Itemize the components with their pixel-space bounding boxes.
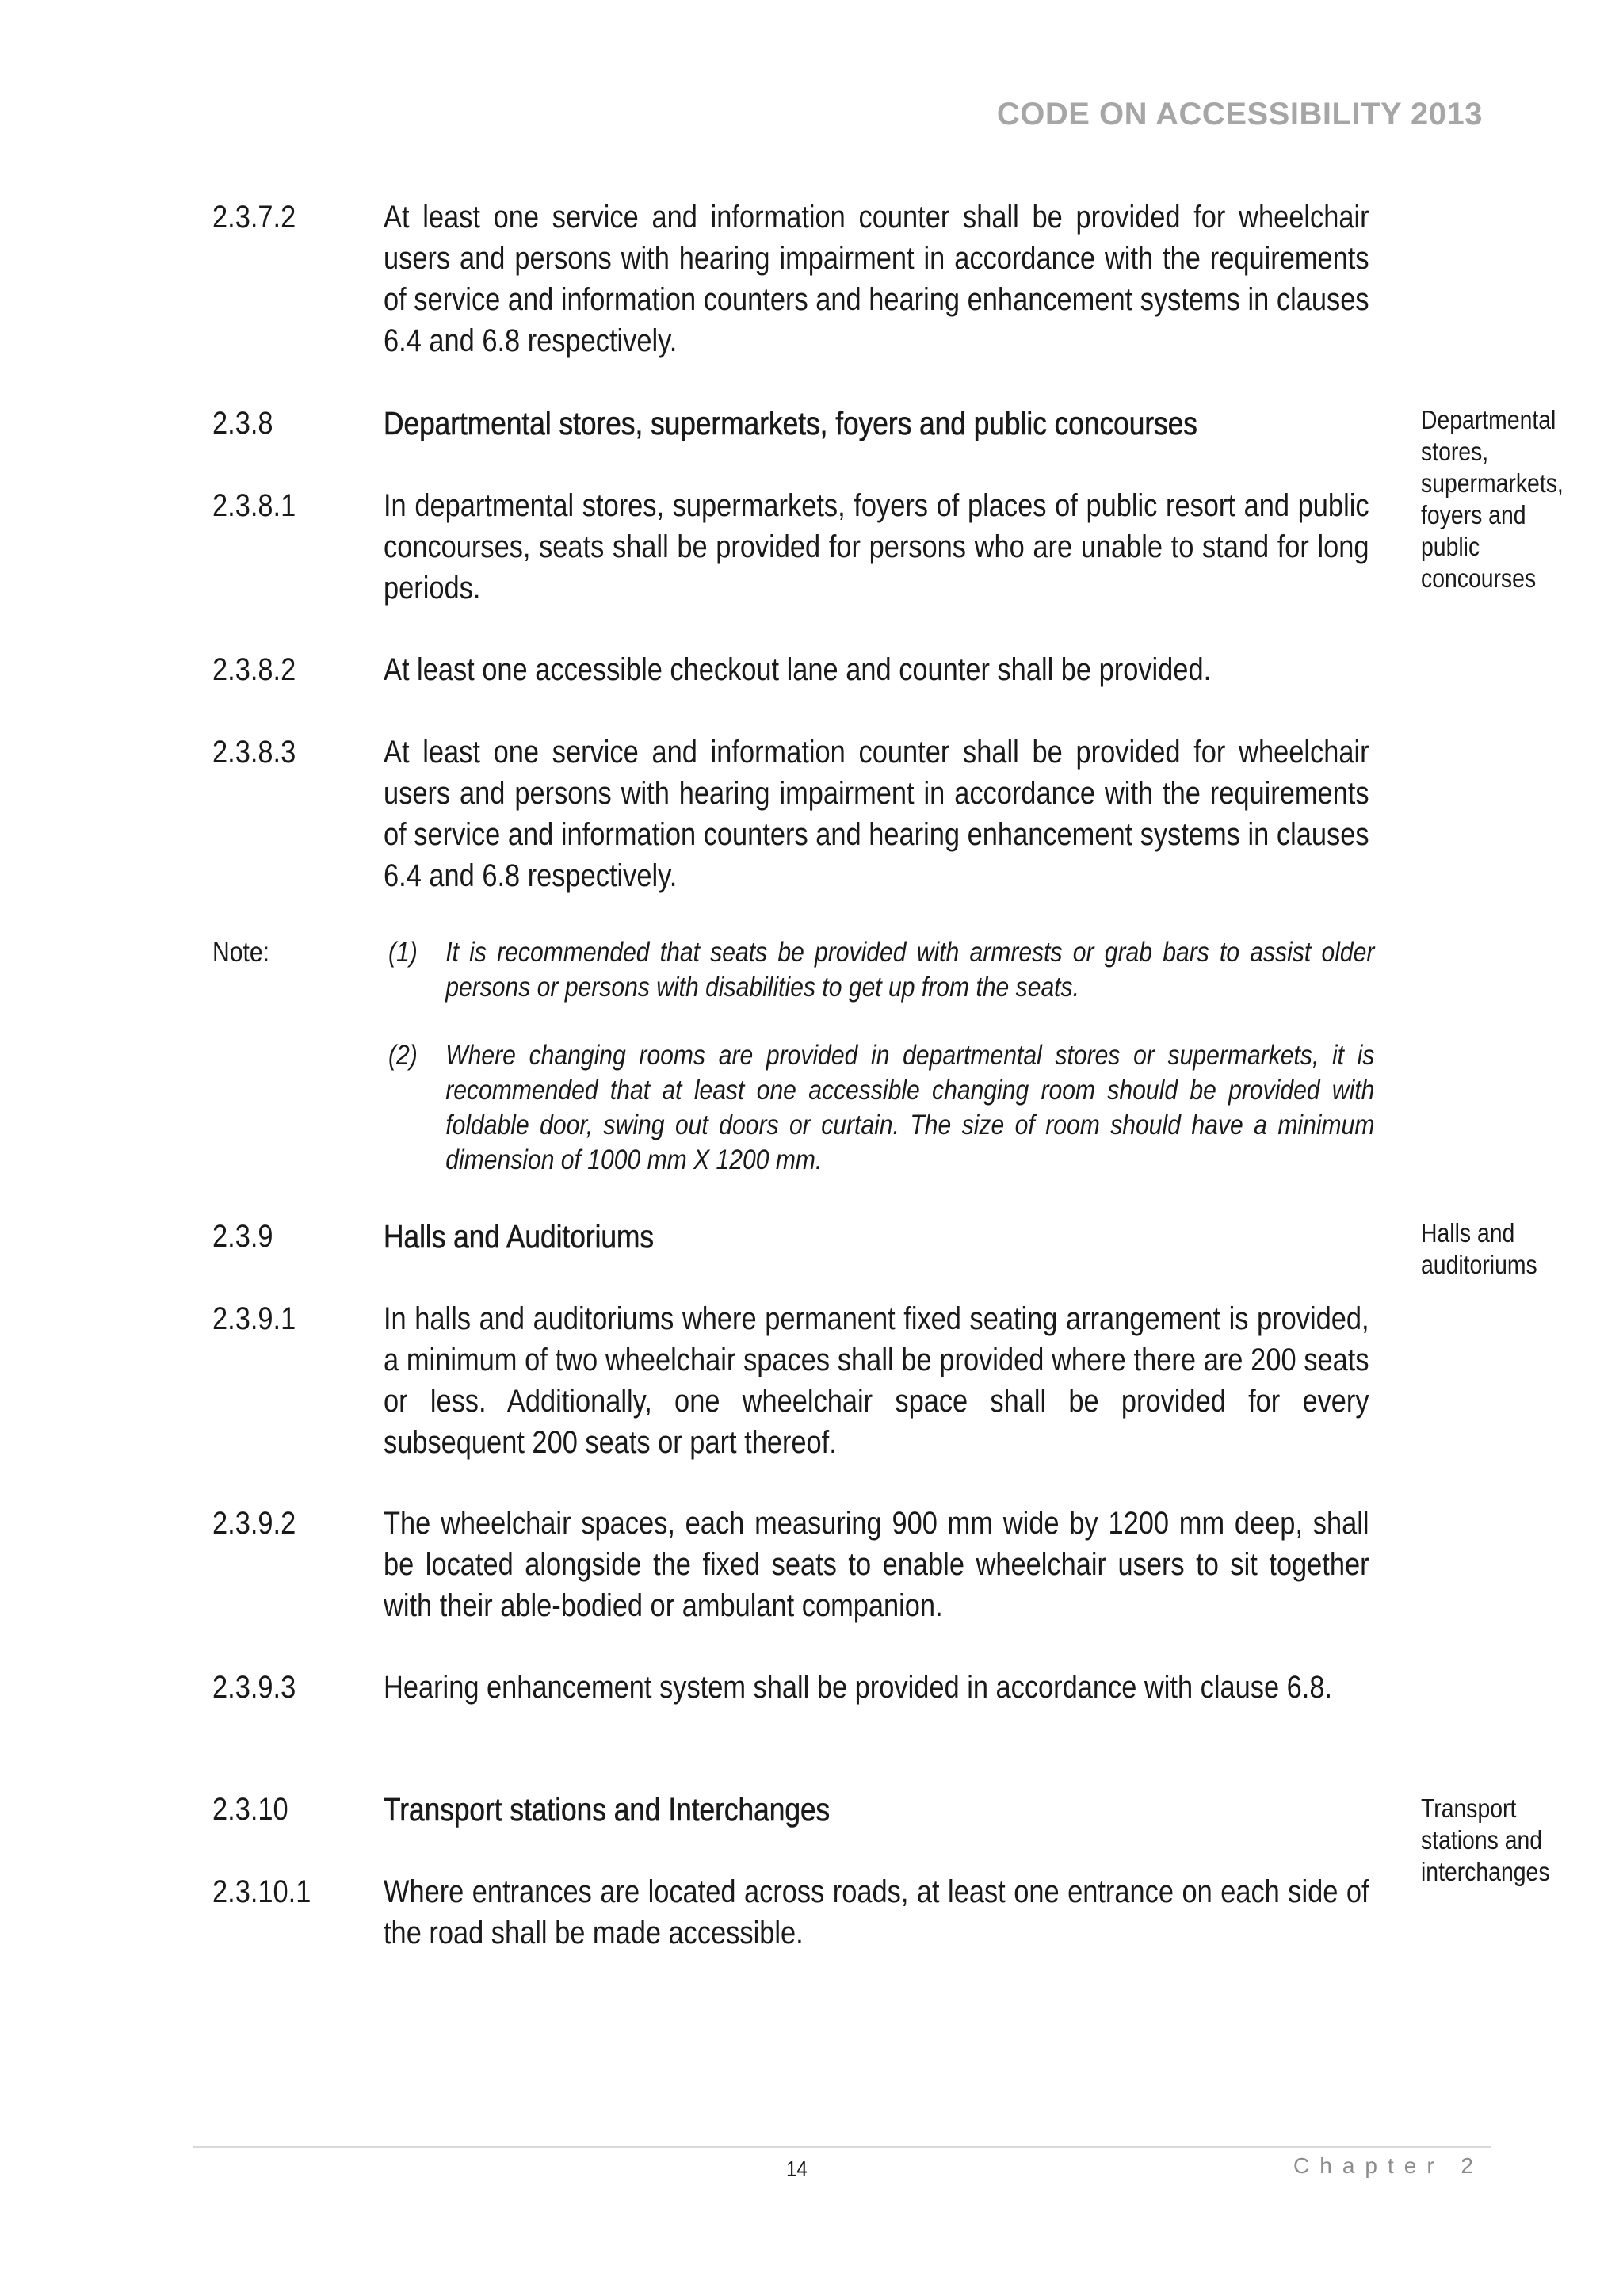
margin-note-line: public bbox=[1421, 532, 1480, 561]
margin-note-departmental bbox=[1421, 404, 1591, 594]
clause-text: At least one service and information counter shall be provided for wheelchair users and persons with hearing impairment in accordance with the requirements of service and information counters and hearing enhancement systems in clauses 6.4 and 6.8 respectively. bbox=[384, 200, 1369, 358]
clause-number: 2.3.9.2 bbox=[212, 1506, 296, 1541]
clause-number: 2.3.8.1 bbox=[212, 488, 296, 523]
clause-number: 2.3.7.2 bbox=[212, 200, 296, 235]
section-number: 2.3.9 bbox=[212, 1219, 273, 1254]
note-marker: (2) bbox=[388, 1040, 418, 1071]
clause-text: At least one service and information counter shall be provided for wheelchair users and persons with hearing impairment in accordance with the requirements of service and information counters and hearing enhancement systems in clauses 6.4 and 6.8 respectively. bbox=[384, 735, 1369, 893]
margin-note-line: Departmental bbox=[1421, 405, 1556, 434]
clause-text: Hearing enhancement system shall be provided in accordance with clause 6.8. bbox=[384, 1670, 1333, 1705]
note-text: Where changing rooms are provided in departmental stores or supermarkets, it is recommended that at least one accessible changing room should be provided with foldable door, swing out doors or curtain. The size of room should have a minimum dimension of 1000 mm X 1200 mm. bbox=[445, 1040, 1375, 1175]
margin-note-line: auditoriums bbox=[1421, 1250, 1537, 1279]
clause-text: In halls and auditoriums where permanent fixed seating arrangement is provided, a minimum of two wheelchair spaces shall be provided where there are 200 seats or less. Additionally, one wheelchair space shall be provided for every subsequent 200 seats or part thereof. bbox=[384, 1301, 1369, 1460]
note-item-1 bbox=[388, 935, 1374, 1005]
clause-text: At least one accessible checkout lane and counter shall be provided. bbox=[384, 652, 1212, 687]
page-header-title: CODE ON ACCESSIBILITY 2013 bbox=[996, 97, 1483, 132]
margin-note-line: stations and bbox=[1421, 1825, 1543, 1855]
section-heading: Transport stations and Interchanges bbox=[384, 1791, 831, 1828]
note-text: It is recommended that seats be provided with armrests or grab bars to assist older persons or persons with disabilities to get up from the seats. bbox=[445, 937, 1375, 1003]
margin-note-line: Transport bbox=[1421, 1794, 1517, 1823]
margin-note-halls bbox=[1421, 1217, 1591, 1281]
section-number: 2.3.8 bbox=[212, 406, 273, 441]
margin-note-line: concourses bbox=[1421, 563, 1537, 593]
clause-number: 2.3.10.1 bbox=[212, 1874, 311, 1909]
footer-chapter-label: Chapter 2 bbox=[1293, 2153, 1484, 2178]
margin-note-line: supermarkets, bbox=[1421, 468, 1564, 498]
note-item-2 bbox=[388, 1038, 1374, 1178]
clause-number: 2.3.8.2 bbox=[212, 652, 296, 687]
footer-divider bbox=[193, 2146, 1491, 2148]
clause-number: 2.3.8.3 bbox=[212, 735, 296, 770]
clause-number: 2.3.9.1 bbox=[212, 1301, 296, 1336]
note-marker: (1) bbox=[388, 937, 418, 968]
margin-note-line: interchanges bbox=[1421, 1857, 1550, 1886]
margin-note-line: stores, bbox=[1421, 437, 1489, 466]
margin-note-transport bbox=[1421, 1793, 1591, 1888]
clause-text: Where entrances are located across roads, at least one entrance on each side of the road shall be made accessible. bbox=[384, 1874, 1369, 1950]
page-number: 14 bbox=[786, 2157, 808, 2181]
section-heading: Departmental stores, supermarkets, foyers and public concourses bbox=[384, 405, 1197, 441]
section-number: 2.3.10 bbox=[212, 1792, 288, 1827]
clause-text: The wheelchair spaces, each measuring 900 mm wide by 1200 mm deep, shall be located alongside the fixed seats to enable wheelchair users to sit together with their able-bodied or ambulant companion. bbox=[384, 1506, 1369, 1623]
margin-note-line: foyers and bbox=[1421, 500, 1526, 529]
note-label: Note: bbox=[212, 937, 269, 968]
margin-note-line: Halls and bbox=[1421, 1218, 1515, 1247]
clause-text: In departmental stores, supermarkets, foyers of places of public resort and public concourses, seats shall be provided for persons who are unable to stand for long periods. bbox=[384, 488, 1369, 606]
clause-number: 2.3.9.3 bbox=[212, 1670, 296, 1705]
section-heading: Halls and Auditoriums bbox=[384, 1218, 655, 1255]
